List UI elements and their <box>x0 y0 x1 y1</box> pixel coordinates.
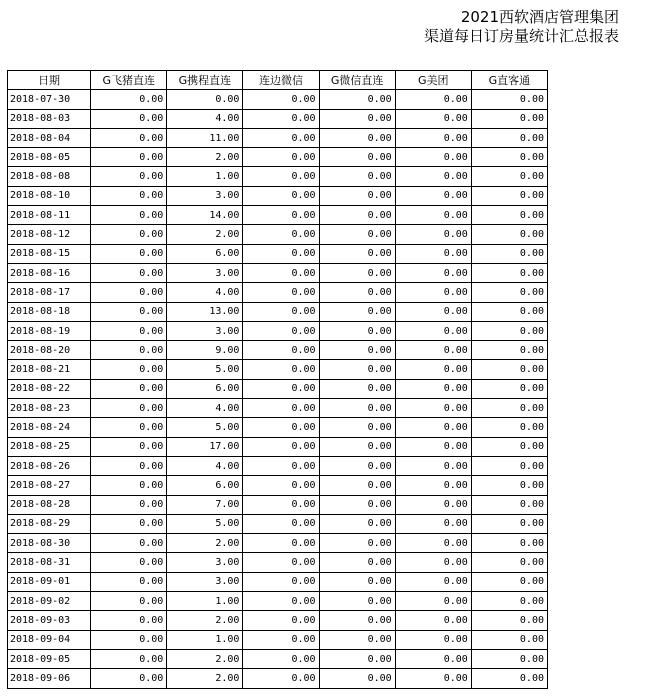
value-cell: 0.00 <box>395 167 471 186</box>
table-row <box>8 649 548 668</box>
value-cell: 0.00 <box>243 399 319 418</box>
value-cell: 0.00 <box>243 553 319 572</box>
value-cell: 0.00 <box>395 186 471 205</box>
channel-report-table <box>7 70 548 689</box>
value-cell: 0.00 <box>395 553 471 572</box>
value-cell: 0.00 <box>319 341 395 360</box>
value-cell: 0.00 <box>243 244 319 263</box>
value-cell: 0.00 <box>471 514 547 533</box>
value-cell: 0.00 <box>471 148 547 167</box>
value-cell: 0.00 <box>91 476 167 495</box>
value-cell: 0.00 <box>471 572 547 591</box>
value-cell: 0.00 <box>395 341 471 360</box>
value-cell: 0.00 <box>471 167 547 186</box>
value-cell: 0.00 <box>319 649 395 668</box>
value-cell: 2.00 <box>167 225 243 244</box>
report-title-line2: 渠道每日订房量统计汇总报表 <box>423 27 619 45</box>
value-cell: 0.00 <box>319 263 395 282</box>
report-title <box>424 8 619 46</box>
value-cell: 0.00 <box>395 514 471 533</box>
value-cell: 3.00 <box>167 186 243 205</box>
table-row <box>8 514 548 533</box>
value-cell: 1.00 <box>167 592 243 611</box>
table-row <box>8 244 548 263</box>
value-cell: 0.00 <box>471 109 547 128</box>
value-cell: 0.00 <box>319 128 395 147</box>
value-cell: 0.00 <box>319 360 395 379</box>
value-cell: 0.00 <box>319 109 395 128</box>
value-cell: 14.00 <box>167 206 243 225</box>
value-cell: 0.00 <box>319 283 395 302</box>
value-cell: 0.00 <box>319 553 395 572</box>
table-row <box>8 225 548 244</box>
value-cell: 0.00 <box>91 534 167 553</box>
value-cell: 0.00 <box>91 283 167 302</box>
date-cell: 2018-09-04 <box>8 630 91 649</box>
date-cell: 2018-08-04 <box>8 128 91 147</box>
value-cell: 2.00 <box>167 148 243 167</box>
date-cell: 2018-08-25 <box>8 437 91 456</box>
value-cell: 3.00 <box>167 553 243 572</box>
value-cell: 0.00 <box>91 649 167 668</box>
value-cell: 0.00 <box>91 263 167 282</box>
date-cell: 2018-08-27 <box>8 476 91 495</box>
value-cell: 0.00 <box>471 90 547 109</box>
value-cell: 0.00 <box>319 399 395 418</box>
value-cell: 0.00 <box>319 418 395 437</box>
value-cell: 0.00 <box>319 476 395 495</box>
value-cell: 0.00 <box>243 206 319 225</box>
value-cell: 1.00 <box>167 630 243 649</box>
value-cell: 0.00 <box>471 244 547 263</box>
header-wechat-direct: G微信直连 <box>319 71 395 90</box>
value-cell: 0.00 <box>243 167 319 186</box>
value-cell: 0.00 <box>243 186 319 205</box>
value-cell: 0.00 <box>91 128 167 147</box>
value-cell: 0.00 <box>471 321 547 340</box>
value-cell: 0.00 <box>91 495 167 514</box>
value-cell: 0.00 <box>319 592 395 611</box>
date-cell: 2018-09-02 <box>8 592 91 611</box>
value-cell: 0.00 <box>471 418 547 437</box>
value-cell: 0.00 <box>243 592 319 611</box>
value-cell: 0.00 <box>471 534 547 553</box>
table-row <box>8 360 548 379</box>
value-cell: 0.00 <box>91 341 167 360</box>
date-cell: 2018-08-23 <box>8 399 91 418</box>
table-row <box>8 630 548 649</box>
value-cell: 0.00 <box>91 186 167 205</box>
value-cell: 0.00 <box>243 263 319 282</box>
value-cell: 0.00 <box>471 225 547 244</box>
value-cell: 0.00 <box>319 534 395 553</box>
value-cell: 0.00 <box>471 495 547 514</box>
value-cell: 0.00 <box>471 592 547 611</box>
value-cell: 0.00 <box>471 553 547 572</box>
value-cell: 0.00 <box>395 437 471 456</box>
value-cell: 0.00 <box>91 611 167 630</box>
value-cell: 0.00 <box>91 418 167 437</box>
value-cell: 0.00 <box>395 495 471 514</box>
date-cell: 2018-08-28 <box>8 495 91 514</box>
value-cell: 0.00 <box>395 379 471 398</box>
value-cell: 0.00 <box>471 456 547 475</box>
value-cell: 3.00 <box>167 572 243 591</box>
value-cell: 0.00 <box>395 128 471 147</box>
value-cell: 0.00 <box>243 341 319 360</box>
date-cell: 2018-08-16 <box>8 263 91 282</box>
table-row <box>8 437 548 456</box>
value-cell: 0.00 <box>243 225 319 244</box>
date-cell: 2018-07-30 <box>8 90 91 109</box>
value-cell: 0.00 <box>319 514 395 533</box>
date-cell: 2018-08-22 <box>8 379 91 398</box>
table-row <box>8 283 548 302</box>
value-cell: 0.00 <box>395 244 471 263</box>
value-cell: 0.00 <box>243 669 319 688</box>
value-cell: 0.00 <box>91 244 167 263</box>
value-cell: 11.00 <box>167 128 243 147</box>
value-cell: 0.00 <box>319 456 395 475</box>
date-cell: 2018-09-01 <box>8 572 91 591</box>
value-cell: 13.00 <box>167 302 243 321</box>
value-cell: 0.00 <box>91 302 167 321</box>
table-row <box>8 109 548 128</box>
value-cell: 0.00 <box>395 456 471 475</box>
date-cell: 2018-08-19 <box>8 321 91 340</box>
value-cell: 0.00 <box>91 399 167 418</box>
value-cell: 0.00 <box>395 669 471 688</box>
value-cell: 0.00 <box>319 244 395 263</box>
value-cell: 4.00 <box>167 456 243 475</box>
value-cell: 0.00 <box>471 206 547 225</box>
value-cell: 0.00 <box>91 167 167 186</box>
value-cell: 0.00 <box>319 148 395 167</box>
header-zhiketong: G直客通 <box>471 71 547 90</box>
value-cell: 0.00 <box>471 399 547 418</box>
date-cell: 2018-09-06 <box>8 669 91 688</box>
table-row <box>8 148 548 167</box>
value-cell: 0.00 <box>91 148 167 167</box>
value-cell: 0.00 <box>243 418 319 437</box>
value-cell: 0.00 <box>319 611 395 630</box>
value-cell: 0.00 <box>243 514 319 533</box>
value-cell: 0.00 <box>319 630 395 649</box>
value-cell: 3.00 <box>167 263 243 282</box>
header-fliggy-direct: G飞猪直连 <box>91 71 167 90</box>
value-cell: 0.00 <box>471 263 547 282</box>
value-cell: 0.00 <box>243 572 319 591</box>
value-cell: 0.00 <box>319 669 395 688</box>
value-cell: 0.00 <box>471 630 547 649</box>
value-cell: 0.00 <box>243 302 319 321</box>
date-cell: 2018-08-31 <box>8 553 91 572</box>
value-cell: 0.00 <box>243 128 319 147</box>
value-cell: 0.00 <box>243 109 319 128</box>
date-cell: 2018-08-29 <box>8 514 91 533</box>
value-cell: 0.00 <box>243 476 319 495</box>
value-cell: 0.00 <box>471 360 547 379</box>
value-cell: 0.00 <box>319 302 395 321</box>
value-cell: 0.00 <box>91 90 167 109</box>
value-cell: 0.00 <box>395 148 471 167</box>
value-cell: 0.00 <box>471 437 547 456</box>
value-cell: 0.00 <box>395 90 471 109</box>
value-cell: 0.00 <box>395 534 471 553</box>
value-cell: 4.00 <box>167 283 243 302</box>
date-cell: 2018-08-24 <box>8 418 91 437</box>
value-cell: 0.00 <box>395 476 471 495</box>
value-cell: 6.00 <box>167 379 243 398</box>
value-cell: 0.00 <box>91 669 167 688</box>
table-row <box>8 263 548 282</box>
value-cell: 0.00 <box>471 128 547 147</box>
table-row <box>8 128 548 147</box>
table-row <box>8 456 548 475</box>
table-row <box>8 611 548 630</box>
value-cell: 0.00 <box>395 592 471 611</box>
value-cell: 17.00 <box>167 437 243 456</box>
value-cell: 0.00 <box>395 283 471 302</box>
value-cell: 4.00 <box>167 109 243 128</box>
value-cell: 0.00 <box>243 534 319 553</box>
date-cell: 2018-08-12 <box>8 225 91 244</box>
value-cell: 0.00 <box>471 476 547 495</box>
value-cell: 0.00 <box>91 630 167 649</box>
value-cell: 5.00 <box>167 418 243 437</box>
value-cell: 0.00 <box>243 437 319 456</box>
table-row <box>8 592 548 611</box>
value-cell: 0.00 <box>395 611 471 630</box>
value-cell: 0.00 <box>243 611 319 630</box>
value-cell: 0.00 <box>319 186 395 205</box>
value-cell: 9.00 <box>167 341 243 360</box>
header-date: 日期 <box>8 71 91 90</box>
value-cell: 1.00 <box>167 167 243 186</box>
value-cell: 0.00 <box>243 456 319 475</box>
value-cell: 0.00 <box>91 321 167 340</box>
date-cell: 2018-08-17 <box>8 283 91 302</box>
table-row <box>8 302 548 321</box>
value-cell: 2.00 <box>167 649 243 668</box>
value-cell: 0.00 <box>243 495 319 514</box>
value-cell: 0.00 <box>395 321 471 340</box>
value-cell: 0.00 <box>395 225 471 244</box>
value-cell: 0.00 <box>243 321 319 340</box>
table-row <box>8 341 548 360</box>
value-cell: 6.00 <box>167 476 243 495</box>
value-cell: 0.00 <box>395 630 471 649</box>
value-cell: 0.00 <box>319 572 395 591</box>
value-cell: 0.00 <box>91 225 167 244</box>
value-cell: 0.00 <box>395 109 471 128</box>
value-cell: 0.00 <box>395 649 471 668</box>
table-row <box>8 476 548 495</box>
value-cell: 0.00 <box>471 302 547 321</box>
value-cell: 0.00 <box>243 283 319 302</box>
value-cell: 0.00 <box>91 379 167 398</box>
date-cell: 2018-08-30 <box>8 534 91 553</box>
value-cell: 6.00 <box>167 244 243 263</box>
value-cell: 0.00 <box>471 379 547 398</box>
table-row <box>8 167 548 186</box>
value-cell: 5.00 <box>167 514 243 533</box>
date-cell: 2018-08-10 <box>8 186 91 205</box>
value-cell: 0.00 <box>91 514 167 533</box>
table-row <box>8 534 548 553</box>
date-cell: 2018-08-11 <box>8 206 91 225</box>
value-cell: 0.00 <box>91 592 167 611</box>
value-cell: 0.00 <box>471 649 547 668</box>
date-cell: 2018-08-20 <box>8 341 91 360</box>
value-cell: 0.00 <box>395 206 471 225</box>
header-meituan: G美团 <box>395 71 471 90</box>
value-cell: 0.00 <box>91 437 167 456</box>
date-cell: 2018-08-03 <box>8 109 91 128</box>
table-body <box>8 90 548 688</box>
header-lianbian-wechat: 连边微信 <box>243 71 319 90</box>
report-title-line1: 2021西软酒店管理集团 <box>460 8 619 26</box>
value-cell: 2.00 <box>167 669 243 688</box>
value-cell: 0.00 <box>395 360 471 379</box>
value-cell: 0.00 <box>91 109 167 128</box>
value-cell: 0.00 <box>395 302 471 321</box>
table-row <box>8 379 548 398</box>
value-cell: 0.00 <box>395 263 471 282</box>
table-header-row <box>8 71 548 90</box>
value-cell: 0.00 <box>319 90 395 109</box>
value-cell: 0.00 <box>167 90 243 109</box>
table-row <box>8 418 548 437</box>
value-cell: 0.00 <box>243 90 319 109</box>
table-row <box>8 399 548 418</box>
value-cell: 3.00 <box>167 321 243 340</box>
header-ctrip-direct: G携程直连 <box>167 71 243 90</box>
value-cell: 0.00 <box>91 360 167 379</box>
table-row <box>8 90 548 109</box>
value-cell: 0.00 <box>319 167 395 186</box>
date-cell: 2018-08-05 <box>8 148 91 167</box>
value-cell: 0.00 <box>91 572 167 591</box>
value-cell: 2.00 <box>167 611 243 630</box>
table-row <box>8 669 548 688</box>
value-cell: 0.00 <box>471 341 547 360</box>
table-row <box>8 572 548 591</box>
date-cell: 2018-08-08 <box>8 167 91 186</box>
value-cell: 0.00 <box>319 437 395 456</box>
value-cell: 0.00 <box>91 553 167 572</box>
value-cell: 0.00 <box>319 225 395 244</box>
value-cell: 4.00 <box>167 399 243 418</box>
table-row <box>8 206 548 225</box>
value-cell: 0.00 <box>243 649 319 668</box>
value-cell: 0.00 <box>395 418 471 437</box>
date-cell: 2018-09-05 <box>8 649 91 668</box>
date-cell: 2018-08-18 <box>8 302 91 321</box>
value-cell: 0.00 <box>395 572 471 591</box>
value-cell: 2.00 <box>167 534 243 553</box>
table-row <box>8 553 548 572</box>
value-cell: 0.00 <box>471 283 547 302</box>
value-cell: 7.00 <box>167 495 243 514</box>
date-cell: 2018-09-03 <box>8 611 91 630</box>
value-cell: 0.00 <box>243 360 319 379</box>
value-cell: 0.00 <box>243 630 319 649</box>
value-cell: 0.00 <box>395 399 471 418</box>
value-cell: 0.00 <box>319 206 395 225</box>
value-cell: 0.00 <box>471 186 547 205</box>
value-cell: 0.00 <box>471 669 547 688</box>
value-cell: 0.00 <box>243 148 319 167</box>
value-cell: 0.00 <box>471 611 547 630</box>
value-cell: 0.00 <box>319 495 395 514</box>
value-cell: 0.00 <box>91 206 167 225</box>
table-row <box>8 186 548 205</box>
table-row <box>8 495 548 514</box>
value-cell: 5.00 <box>167 360 243 379</box>
value-cell: 0.00 <box>243 379 319 398</box>
table-row <box>8 321 548 340</box>
date-cell: 2018-08-21 <box>8 360 91 379</box>
date-cell: 2018-08-26 <box>8 456 91 475</box>
value-cell: 0.00 <box>91 456 167 475</box>
value-cell: 0.00 <box>319 321 395 340</box>
date-cell: 2018-08-15 <box>8 244 91 263</box>
value-cell: 0.00 <box>319 379 395 398</box>
